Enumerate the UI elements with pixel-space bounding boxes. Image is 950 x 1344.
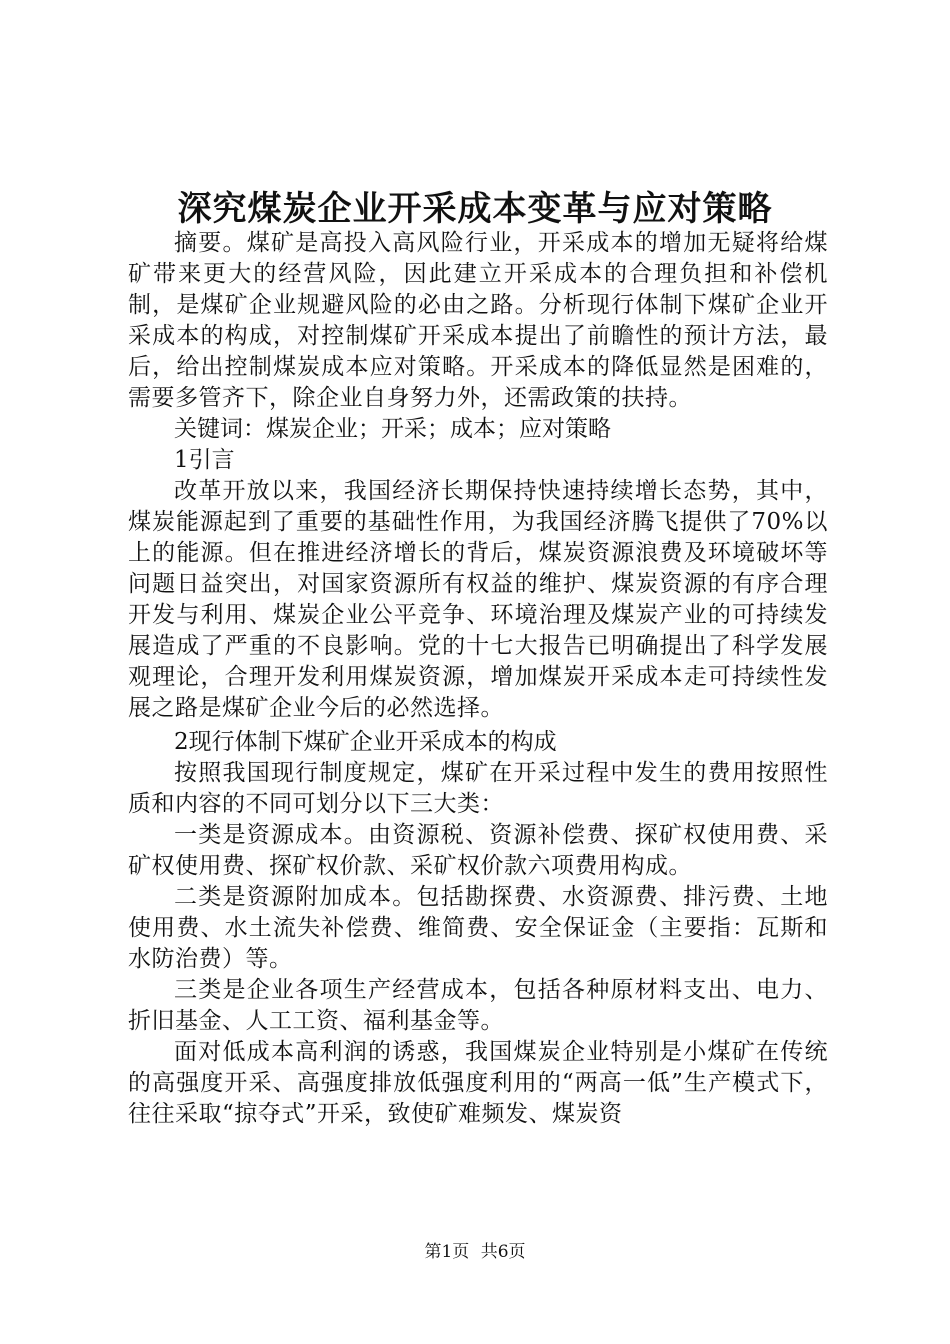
cost-category-2: 二类是资源附加成本。包括勘探费、水资源费、排污费、土地使用费、水土流失补偿费、维简费、安全保证金（主要指：瓦斯和水防治费）等。 <box>128 884 828 972</box>
keywords-line: 关键词：煤炭企业；开采；成本；应对策略 <box>174 416 611 442</box>
abstract-paragraph: 摘要。煤矿是高投入高风险行业，开采成本的增加无疑将给煤矿带来更大的经营风险，因此建立开采成本的合理负担和补偿机制，是煤矿企业规避风险的必由之路。分析现行体制下煤矿企业开采成本的构成，对控制煤矿开采成本提出了前瞻性的预计方法，最后，给出控制煤炭成本应对策略。开采成本的降低显然是困难的，需要多管齐下，除企业自身努力外，还需政策的扶持。 <box>128 230 828 411</box>
page-footer <box>0 1240 950 1264</box>
section-heading-cost-structure: 2现行体制下煤矿企业开采成本的构成 <box>174 729 557 755</box>
cost-categories-intro: 按照我国现行制度规定，煤矿在开采过程中发生的费用按照性质和内容的不同可划分以下三大类： <box>128 760 828 817</box>
section-heading-introduction: 1引言 <box>174 447 235 473</box>
cost-category-1: 一类是资源成本。由资源税、资源补偿费、探矿权使用费、采矿权使用费、探矿权价款、采矿权价款六项费用构成。 <box>128 822 828 879</box>
page-total: 共6页 <box>480 1242 526 1262</box>
introduction-paragraph: 改革开放以来，我国经济长期保持快速持续增长态势，其中，煤炭能源起到了重要的基础性作用，为我国经济腾飞提供了70%以上的能源。但在推进经济增长的背后，煤炭资源浪费及环境破坏等问题日益突出，对国家资源所有权益的维护、煤炭资源的有序合理开发与利用、煤炭企业公平竞争、环境治理及煤炭产业的可持续发展造成了严重的不良影响。党的十七大报告已明确提出了科学发展观理论，合理开发利用煤炭资源，增加煤炭开采成本走可持续性发展之路是煤矿企业今后的必然选择。 <box>128 478 828 721</box>
page-number: 第1页 <box>424 1242 470 1262</box>
document-body <box>128 228 828 1130</box>
document-title: 深究煤炭企业开采成本变革与应对策略 <box>177 189 773 229</box>
cost-category-3: 三类是企业各项生产经营成本，包括各种原材料支出、电力、折旧基金、人工工资、福利基金等。 <box>128 977 828 1034</box>
low-cost-paragraph: 面对低成本高利润的诱惑，我国煤炭企业特别是小煤矿在传统的高强度开采、高强度排放低强度利用的“两高一低”生产模式下，往往采取“掠夺式”开采，致使矿难频发、煤炭资 <box>128 1039 828 1127</box>
